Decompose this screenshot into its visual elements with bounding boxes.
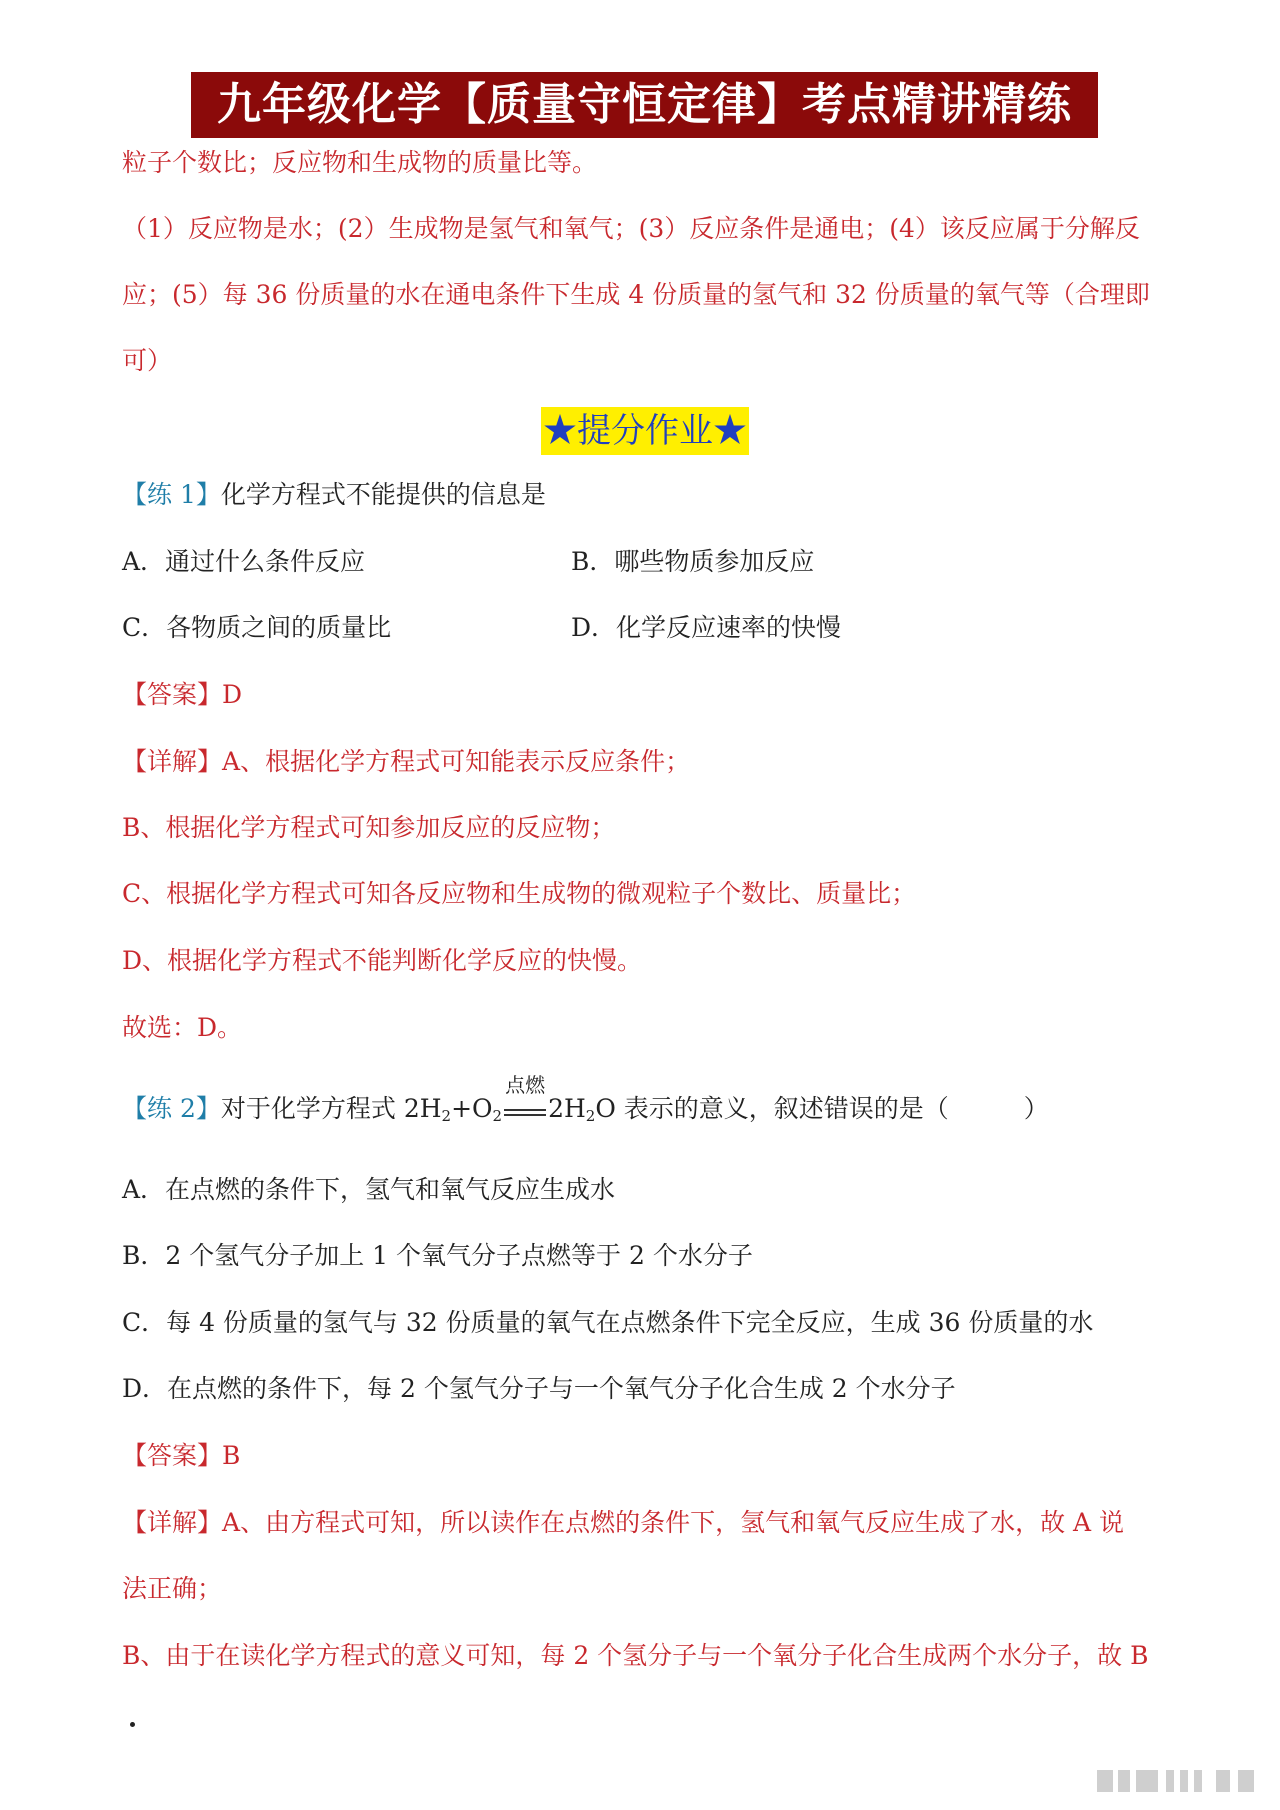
q2-option-b: B．2 个氢气分子加上 1 个氧气分子点燃等于 2 个水分子 bbox=[122, 1241, 753, 1270]
watermark-mark bbox=[1238, 1770, 1254, 1792]
homework-heading: ★提分作业★ bbox=[541, 407, 749, 455]
q2-stem-after: 表示的意义，叙述错误的是（ ） bbox=[615, 1094, 1049, 1123]
q1-tag: 【练 1】 bbox=[122, 480, 221, 509]
q2-option-a: A．在点燃的条件下，氢气和氧气反应生成水 bbox=[122, 1175, 616, 1204]
q2-detail-line-2: B、由于在读化学方程式的意义可知，每 2 个氢分子与一个氧分子化合生成两个水分子，故 B bbox=[122, 1641, 1149, 1670]
eq-sub-3: 2 bbox=[585, 1107, 596, 1125]
q2-stem-before: 对于化学方程式 bbox=[220, 1094, 404, 1123]
q1-option-c: C．各物质之间的质量比 bbox=[122, 613, 392, 642]
watermark-mark bbox=[1166, 1770, 1174, 1792]
intro-line-4: 可） bbox=[122, 346, 173, 375]
q1-detail-line-4: D、根据化学方程式不能判断化学反应的快慢。 bbox=[122, 946, 643, 975]
watermark-mark bbox=[1194, 1770, 1202, 1792]
q2-detail-tag: 【详解】 bbox=[122, 1508, 223, 1537]
q2-detail-line-1b: 法正确； bbox=[122, 1574, 223, 1603]
q1-stem-line bbox=[122, 478, 1172, 512]
q1-stem: 化学方程式不能提供的信息是 bbox=[220, 480, 546, 509]
q2-option-c: C．每 4 份质量的氢气与 32 份质量的氧气在点燃条件下完全反应，生成 36 份质量的水 bbox=[122, 1308, 1094, 1337]
eq-product-o: O bbox=[595, 1094, 616, 1123]
watermark-mark bbox=[1097, 1770, 1113, 1792]
eq-product-h2o: 2H bbox=[548, 1094, 586, 1123]
arrow-line-top bbox=[504, 1109, 546, 1111]
eq-sub-1: 2 bbox=[441, 1107, 452, 1125]
arrow-line-bottom bbox=[504, 1114, 546, 1116]
q2-answer: B bbox=[222, 1441, 241, 1470]
watermark-mark bbox=[1180, 1770, 1188, 1792]
q1-answer-tag: 【答案】 bbox=[122, 680, 223, 709]
q1-detail-line-1 bbox=[122, 745, 1172, 779]
q2-option-d: D．在点燃的条件下，每 2 个氢气分子与一个氧气分子化合生成 2 个水分子 bbox=[122, 1374, 956, 1403]
q1-detail-1: A、根据化学方程式可知能表示反应条件； bbox=[222, 747, 691, 776]
q1-option-b: B．哪些物质参加反应 bbox=[571, 547, 815, 576]
q1-conclusion: 故选：D。 bbox=[122, 1013, 243, 1042]
q2-detail-line-1 bbox=[122, 1506, 1172, 1540]
intro-line-3: 应；(5）每 36 份质量的水在通电条件下生成 4 份质量的氢气和 32 份质量的氧气等（合理即 bbox=[122, 280, 1150, 309]
eq-reactant-h2: 2H bbox=[403, 1094, 442, 1123]
eq-reactant-o2: +O bbox=[451, 1094, 493, 1123]
q2-answer-tag: 【答案】 bbox=[122, 1441, 223, 1470]
intro-line-2: （1）反应物是水；(2）生成物是氢气和氧气；(3）反应条件是通电；(4）该反应属于分解反 bbox=[122, 214, 1140, 243]
reaction-arrow bbox=[502, 1072, 548, 1126]
chemical-equation bbox=[403, 1072, 616, 1133]
q1-answer-line bbox=[122, 678, 1172, 712]
q1-detail-line-2: B、根据化学方程式可知参加反应的反应物； bbox=[122, 813, 616, 842]
watermark-mark bbox=[1136, 1770, 1158, 1792]
q1-answer: D bbox=[222, 680, 243, 709]
q2-tag: 【练 2】 bbox=[122, 1094, 221, 1123]
q2-detail-1a: A、由方程式可知，所以读作在点燃的条件下，氢气和氧气反应生成了水，故 A 说 bbox=[222, 1508, 1125, 1537]
intro-line-1: 粒子个数比；反应物和生成物的质量比等。 bbox=[122, 148, 598, 177]
watermark-mark bbox=[1216, 1770, 1230, 1792]
q1-option-a: A．通过什么条件反应 bbox=[122, 547, 366, 576]
trailing-bullet bbox=[130, 1722, 135, 1727]
reaction-condition: 点燃 bbox=[505, 1072, 546, 1097]
eq-sub-2: 2 bbox=[492, 1107, 503, 1125]
q1-option-d: D．化学反应速率的快慢 bbox=[571, 613, 842, 642]
q2-answer-line bbox=[122, 1439, 1172, 1473]
watermark-mark bbox=[1118, 1770, 1130, 1792]
q1-detail-line-3: C、根据化学方程式可知各反应物和生成物的微观粒子个数比、质量比； bbox=[122, 879, 917, 908]
page-title: 九年级化学【质量守恒定律】考点精讲精练 bbox=[191, 72, 1098, 138]
q1-detail-tag: 【详解】 bbox=[122, 747, 223, 776]
q2-stem-line bbox=[122, 1072, 1172, 1133]
